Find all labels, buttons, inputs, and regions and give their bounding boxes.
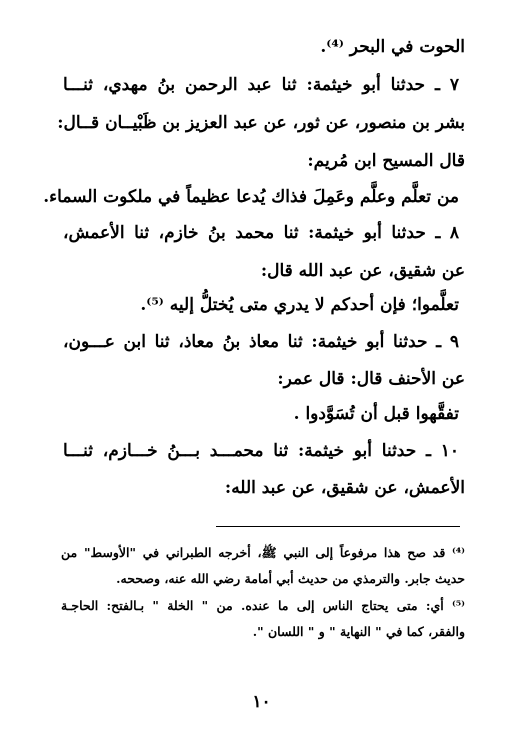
footnote-4-line-1: ⁽⁴⁾ قد صح هذا مرفوعاً إلى النبي ﷺ، أخرجه الطبراني في "الأوسط" من (61, 545, 465, 560)
hadith-9-line-1: ٩ ـ حدثنا أبو خيثمة: ثنا معاذ بنُ معاذ، ثنا ابن عـــون، (63, 332, 459, 352)
hadith-10-line-1: ١٠ ـ حدثنا أبو خيثمة: ثنا محمـــد بـــنُ خـــازم، ثنـــا (63, 441, 459, 461)
hadith-7-quote: من تعلَّم وعلَّم وعَمِلَ فذاك يُدعا عظيماً في ملكوت السماء. (43, 187, 459, 207)
footnote-5-line-2: والفقر، كما في " النهاية " و " اللسان ". (252, 624, 465, 639)
hadith-8-line-2: عن شقيق، عن عبد الله قال: (260, 261, 465, 281)
footnote-4-line-2: حديث جابر. والترمذي من حديث أبي أمامة رضي الله عنه، وصححه. (116, 571, 465, 586)
footnote-5-line-1: ⁽⁵⁾ أي: متى يحتاج الناس إلى ما عنده. من " الخلة " بـالفتح: الحاجـة (61, 598, 465, 613)
hadith-7-line-2: بشر بن منصور، عن ثور، عن عبد العزيز بن ظَبْيــان قــال: (57, 113, 465, 133)
hadith-7-line-3: قال المسيح ابن مُريم: (307, 151, 465, 171)
page-number: ١٠ (252, 692, 271, 712)
text-line-1: الحوت في البحر ⁽⁴⁾. (320, 37, 465, 57)
hadith-10-line-2: الأعمش، عن شقيق، عن عبد الله: (224, 478, 465, 498)
hadith-8-line-1: ٨ ـ حدثنا أبو خيثمة: ثنا محمد بنُ خازم، ثنا الأعمش، (63, 223, 459, 243)
hadith-8-quote: تعلَّموا؛ فإن أحدكم لا يدري متى يُختلُّ إليه ⁽⁵⁾. (140, 295, 459, 315)
hadith-9-line-2: عن الأحنف قال: قال عمر: (277, 369, 465, 389)
footnote-separator (216, 526, 460, 527)
hadith-9-quote: تفقَّهوا قبل أن تُسَوَّدوا . (293, 404, 459, 424)
hadith-7-line-1: ٧ ـ حدثنا أبو خيثمة: ثنا عبد الرحمن بنُ مهدي، ثنـــا (63, 75, 459, 95)
